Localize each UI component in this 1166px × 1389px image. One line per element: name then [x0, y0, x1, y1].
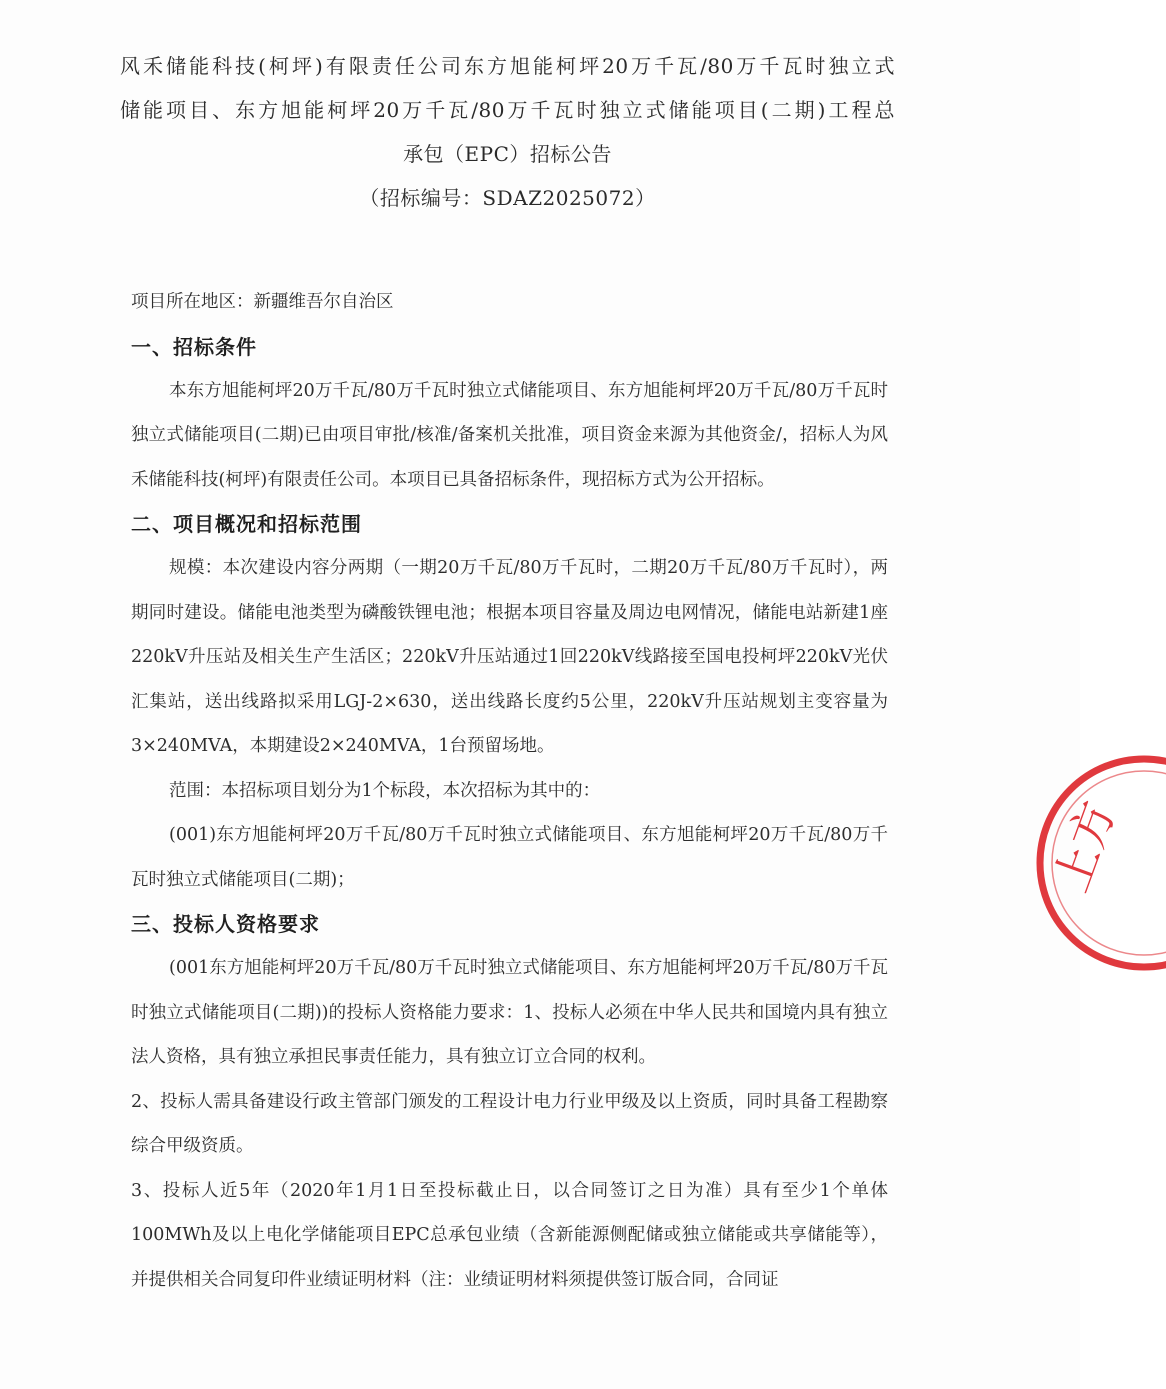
section-2-heading: 二、项目概况和招标范围 — [131, 512, 362, 536]
title-bid-number: （招标编号：SDAZ2025072） — [359, 186, 656, 210]
title-line-3: 承包（EPC）招标公告 — [403, 142, 612, 166]
section-3-requirement-3: 3、投标人近5年（2020年1月1日至投标截止日，以合同签订之日为准）具有至少1个单体100MWh及以上电化学储能项目EPC总承包业绩（含新能源侧配储或独立储能或共享储能等），并提供相关合同复印件业绩证明材料（注：业绩证明材料须提供签订版合同，合同证 — [131, 1180, 888, 1290]
project-location: 项目所在地区：新疆维吾尔自治区 — [131, 292, 394, 312]
company-seal-stamp — [1026, 748, 1166, 978]
section-1-heading: 一、招标条件 — [131, 334, 257, 359]
seal-lettering: 上方 — [1043, 793, 1126, 899]
section-2-scale: 规模：本次建设内容分两期（一期20万千瓦/80万千瓦时，二期20万千瓦/80万千瓦时），两期同时建设。储能电池类型为磷酸铁锂电池；根据本项目容量及周边电网情况，储能电站新建1座220kV升压站及相关生产生活区；220kV升压站通过1回220kV线路接至国电投柯坪220kV光伏汇集站，送出线路拟采用LGJ-2×630，送出线路长度约5公里，220kV升压站规划主变容量为3×240MVA，本期建设2×240MVA，1台预留场地。 — [131, 558, 888, 756]
title-line-1: 风禾储能科技(柯坪)有限责任公司东方旭能柯坪20万千瓦/80万千瓦时独立式 — [120, 54, 895, 78]
document-body — [131, 280, 888, 1302]
section-3-requirement-2: 2、投标人需具备建设行政主管部门颁发的工程设计电力行业甲级及以上资质，同时具备工程勘察综合甲级资质。 — [131, 1091, 888, 1156]
title-line-2: 储能项目、东方旭能柯坪20万千瓦/80万千瓦时独立式储能项目(二期)工程总 — [120, 98, 895, 122]
section-2-lot: (001)东方旭能柯坪20万千瓦/80万千瓦时独立式储能项目、东方旭能柯坪20万千瓦/80万千瓦时独立式储能项目(二期)； — [131, 825, 888, 890]
document-title — [120, 44, 895, 220]
section-2-scope: 范围：本招标项目划分为1个标段，本次招标为其中的： — [169, 780, 601, 801]
section-3-heading: 三、投标人资格要求 — [131, 912, 320, 936]
section-1-body: 本东方旭能柯坪20万千瓦/80万千瓦时独立式储能项目、东方旭能柯坪20万千瓦/80万千瓦时独立式储能项目(二期)已由项目审批/核准/备案机关批准，项目资金来源为其他资金/，招标人为风禾储能科技(柯坪)有限责任公司。本项目已具备招标条件，现招标方式为公开招标。 — [131, 380, 888, 490]
section-3-intro: (001东方旭能柯坪20万千瓦/80万千瓦时独立式储能项目、东方旭能柯坪20万千瓦/80万千瓦时独立式储能项目(二期))的投标人资格能力要求：1、投标人必须在中华人民共和国境内具有独立法人资格，具有独立承担民事责任能力，具有独立订立合同的权利。 — [131, 958, 888, 1067]
